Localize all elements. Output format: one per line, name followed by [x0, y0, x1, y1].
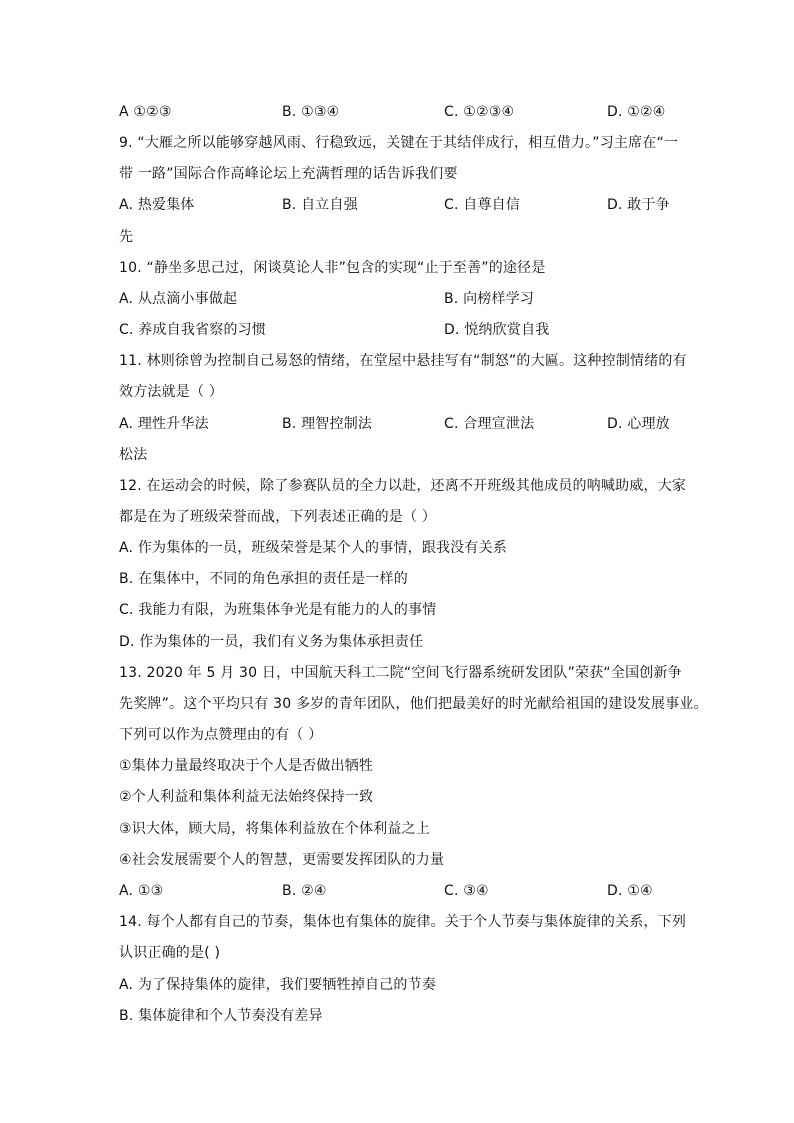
- q9-stem-line1: 9. “大雁之所以能够穿越风雨、行稳致远，关键在于其结伴成行，相互借力。”习主席在“一: [119, 135, 679, 151]
- q13-option-b[interactable]: B. ②④: [282, 883, 327, 899]
- q13-stem-line2: 先奖牌”。这个平均只有 30 多岁的青年团队，他们把最美好的时光献给祖国的建设发展事业。: [119, 696, 708, 712]
- q13-statement-3: ③识大体，顾大局，将集体利益放在个体利益之上: [119, 821, 430, 837]
- q9-option-b[interactable]: B. 自立自强: [282, 197, 358, 213]
- q12-stem-line2: 都是在为了班级荣誉而战，下列表述正确的是（ ）: [119, 509, 437, 525]
- q10-stem: 10. “静坐多思己过，闲谈莫论人非”包含的实现“止于至善”的途径是: [119, 260, 546, 276]
- q8-option-d[interactable]: D. ①②④: [607, 104, 666, 120]
- q9-option-c[interactable]: C. 自尊自信: [444, 197, 521, 213]
- q13-stem-line1: 13. 2020 年 5 月 30 日，中国航天科工二院“空间飞行器系统研发团队”荣获“全国创新争: [119, 665, 682, 681]
- q13-option-d[interactable]: D. ①④: [607, 883, 653, 899]
- q10-option-b[interactable]: B. 向榜样学习: [444, 291, 535, 307]
- q9-option-d[interactable]: D. 敢于争: [607, 197, 670, 213]
- q13-stem-line3: 下列可以作为点赞理由的有（ ）: [119, 727, 323, 743]
- q9-option-d-wrap: 先: [119, 229, 134, 245]
- q13-option-c[interactable]: C. ③④: [444, 883, 489, 899]
- q11-option-c[interactable]: C. 合理宣泄法: [444, 416, 535, 432]
- q12-option-d[interactable]: D. 作为集体的一员，我们有义务为集体承担责任: [119, 634, 424, 650]
- q11-option-d-wrap: 松法: [119, 447, 148, 463]
- q8-option-b[interactable]: B. ①③④: [282, 104, 340, 120]
- q11-option-b[interactable]: B. 理智控制法: [282, 416, 373, 432]
- q11-option-d[interactable]: D. 心理放: [607, 416, 670, 432]
- q12-option-c[interactable]: C. 我能力有限，为班集体争光是有能力的人的事情: [119, 602, 437, 618]
- q10-option-d[interactable]: D. 悦纳欣赏自我: [444, 322, 550, 338]
- q13-statement-2: ②个人利益和集体利益无法始终保持一致: [119, 789, 374, 805]
- q14-option-b[interactable]: B. 集体旋律和个人节奏没有差异: [119, 1008, 323, 1024]
- q8-option-c[interactable]: C. ①②③④: [444, 104, 515, 120]
- q10-option-c[interactable]: C. 养成自我省察的习惯: [119, 322, 267, 338]
- q11-stem-line1: 11. 林则徐曾为控制自己易怒的情绪，在堂屋中悬挂写有“制怒”的大匾。这种控制情绪的有: [119, 353, 687, 369]
- q10-option-a[interactable]: A. 从点滴小事做起: [119, 291, 238, 307]
- q11-option-a[interactable]: A. 理性升华法: [119, 416, 209, 432]
- q13-statement-1: ①集体力量最终取决于个人是否做出牺牲: [119, 758, 374, 774]
- q12-stem-line1: 12. 在运动会的时候，除了参赛队员的全力以赴，还离不开班级其他成员的呐喊助威，大家: [119, 478, 687, 494]
- q14-stem-line2: 认识正确的是( ): [119, 945, 221, 961]
- q13-statement-4: ④社会发展需要个人的智慧，更需要发挥团队的力量: [119, 852, 445, 868]
- q13-option-a[interactable]: A. ①③: [119, 883, 164, 899]
- q14-option-a[interactable]: A. 为了保持集体的旋律，我们要牺牲掉自己的节奏: [119, 977, 437, 993]
- q11-stem-line2: 效方法就是（ ）: [119, 384, 224, 400]
- q8-option-a[interactable]: A ①②③: [119, 104, 172, 120]
- q9-stem-line2: 带 一路”国际合作高峰论坛上充满哲理的话告诉我们要: [119, 166, 458, 182]
- q12-option-a[interactable]: A. 作为集体的一员，班级荣誉是某个人的事情，跟我没有关系: [119, 540, 508, 556]
- q14-stem-line1: 14. 每个人都有自己的节奏，集体也有集体的旋律。关于个人节奏与集体旋律的关系，下列: [119, 914, 687, 930]
- q9-option-a[interactable]: A. 热爱集体: [119, 197, 195, 213]
- q12-option-b[interactable]: B. 在集体中，不同的角色承担的责任是一样的: [119, 571, 408, 587]
